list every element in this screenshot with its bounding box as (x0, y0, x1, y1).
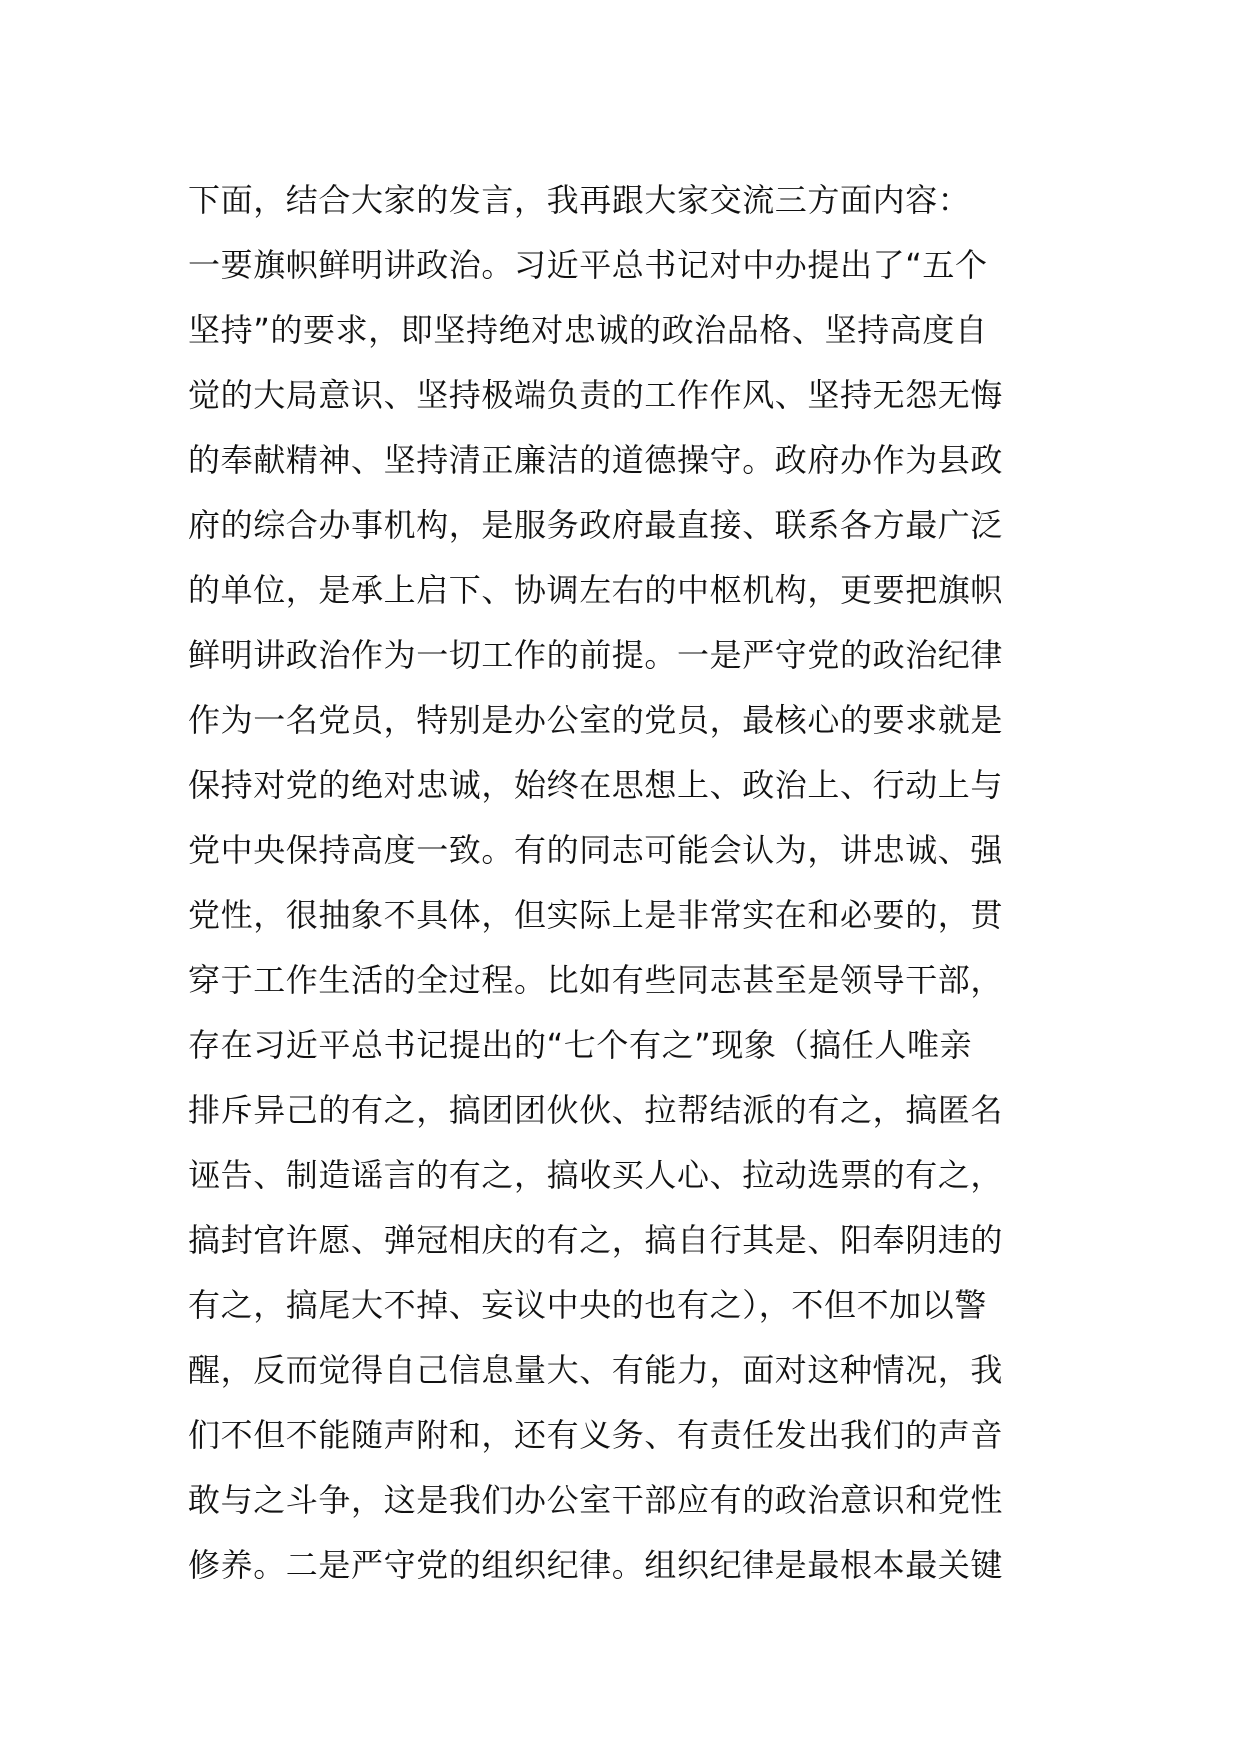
text-line-22: 修养。二是严守党的组织纪律。组织纪律是最根本最关键 (188, 1546, 1004, 1584)
text-line-9: 作为一名党员，特别是办公室的党员，最核心的要求就是 (188, 701, 1004, 739)
text-line-5: 的奉献精神、坚持清正廉洁的道德操守。政府办作为县政 (188, 441, 1004, 479)
text-line-10: 保持对党的绝对忠诚，始终在思想上、政治上、行动上与 (188, 766, 1004, 804)
text-line-7: 的单位，是承上启下、协调左右的中枢机构，更要把旗帜 (188, 571, 1004, 609)
text-line-4: 觉的大局意识、坚持极端负责的工作作风、坚持无怨无悔 (188, 376, 1004, 414)
text-line-18: 有之，搞尾大不掉、妄议中央的也有之），不但不加以警 (188, 1286, 988, 1324)
text-line-17: 搞封官许愿、弹冠相庆的有之，搞自行其是、阳奉阴违的 (188, 1221, 1004, 1259)
text-line-1: 下面，结合大家的发言，我再跟大家交流三方面内容： (188, 181, 971, 219)
body-text (188, 168, 1060, 1598)
text-line-8: 鲜明讲政治作为一切工作的前提。一是严守党的政治纪律 (188, 636, 1004, 674)
text-line-21: 敢与之斗争，这是我们办公室干部应有的政治意识和党性 (188, 1481, 1004, 1519)
text-line-15: 排斥异己的有之，搞团团伙伙、拉帮结派的有之，搞匿名 (188, 1091, 1004, 1129)
text-line-11: 党中央保持高度一致。有的同志可能会认为，讲忠诚、强 (188, 831, 1004, 869)
text-line-13: 穿于工作生活的全过程。比如有些同志甚至是领导干部， (188, 961, 1004, 999)
text-line-12: 党性，很抽象不具体，但实际上是非常实在和必要的，贯 (188, 896, 1004, 934)
text-line-3: 坚持”的要求，即坚持绝对忠诚的政治品格、坚持高度自 (188, 311, 988, 349)
text-line-2: 一要旗帜鲜明讲政治。习近平总书记对中办提出了“五个 (188, 246, 988, 284)
text-line-19: 醒，反而觉得自己信息量大、有能力，面对这种情况，我 (188, 1351, 1004, 1389)
text-line-20: 们不但不能随声附和，还有义务、有责任发出我们的声音 (188, 1416, 1004, 1454)
text-line-16: 诬告、制造谣言的有之，搞收买人心、拉动选票的有之， (188, 1156, 1004, 1194)
text-line-14: 存在习近平总书记提出的“七个有之”现象（搞任人唯亲 (188, 1026, 973, 1064)
text-line-6: 府的综合办事机构，是服务政府最直接、联系各方最广泛 (188, 506, 1004, 544)
